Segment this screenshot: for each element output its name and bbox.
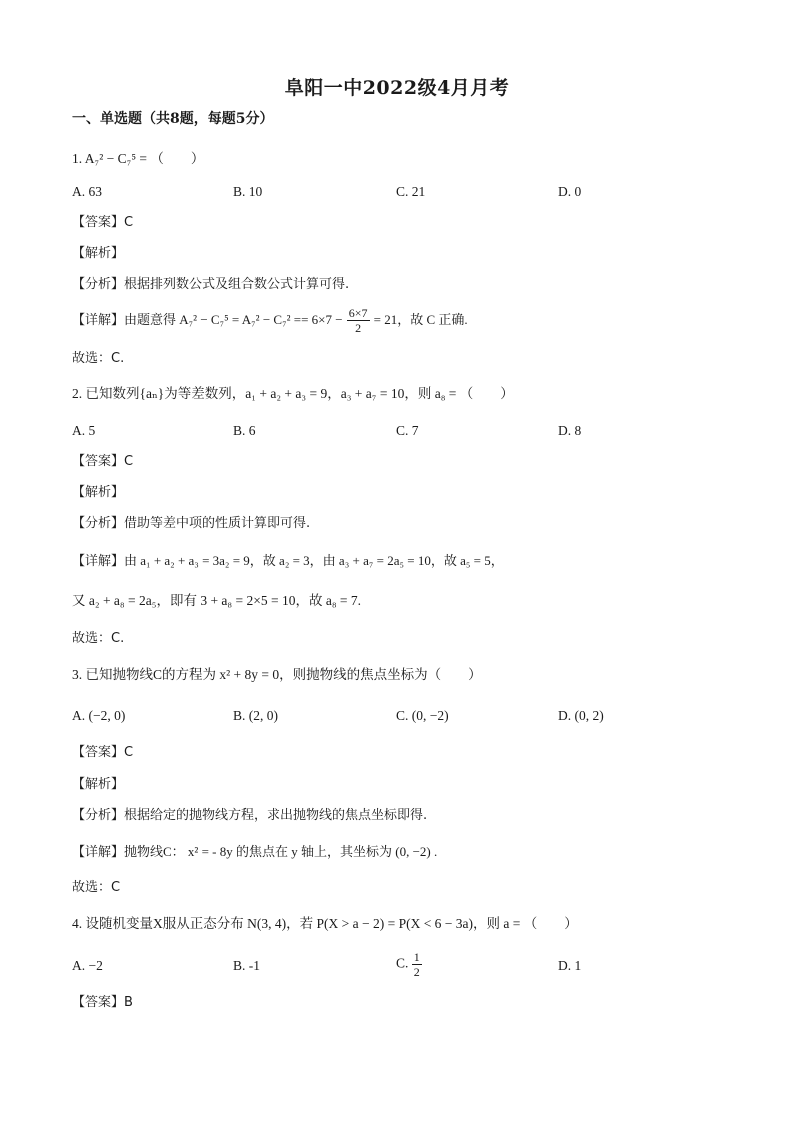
q1-option-c: C. 21 [396,184,426,199]
fraction-denominator: 2 [355,321,362,335]
q3-stem: 3. 已知抛物线C的方程为 x² + 8y = 0，则抛物线的焦点坐标为（ ） [72,667,482,682]
answer-label: 【答案】 [72,745,125,760]
q3-answer [72,744,133,762]
xiangjie-label: 【详解】 [72,313,125,328]
q1-answer-value: C [124,215,134,230]
q4-answer [72,994,133,1012]
q1-analysis-label: 【解析】 [72,246,125,261]
fenxi-label: 【分析】 [72,808,125,823]
q2-fenxi-text: 借助等差中项的性质计算即可得. [124,516,311,531]
q1-detail [72,306,468,335]
q2-analysis-label: 【解析】 [72,485,125,500]
q4-stem: 4. 设随机变量X服从正态分布 N(3, 4)，若 P(X > a − 2) = P(X < 6 − 3a)，则 a = （ ） [72,916,578,931]
q1-option-a: A. 63 [72,184,102,199]
q1-choose: 故选：C. [72,351,125,366]
fenxi-label: 【分析】 [72,516,125,531]
answer-label: 【答案】 [72,454,125,469]
q1-option-d: D. 0 [558,184,582,199]
q2-option-a: A. 5 [72,423,96,438]
fraction-denominator: 2 [413,965,420,979]
q1-fenxi [72,276,349,294]
q3-answer-value: C [124,745,134,760]
q1-detail-fraction [347,306,370,335]
q1-option-b: B. 10 [233,184,263,199]
q4-option-d: D. 1 [558,958,582,973]
xiangjie-label: 【详解】 [72,554,125,569]
answer-label: 【答案】 [72,995,125,1010]
q2-detail-line1 [72,552,504,571]
q2-choose: 故选：C. [72,631,125,646]
q2-detail-line2: 又 a₂ + a₈ = 2a₅，即有 3 + a₈ = 2×5 = 10，故 a₈ = 7. [72,593,362,608]
q2-option-d: D. 8 [558,423,582,438]
q4-option-b: B. -1 [233,958,260,973]
section-heading: 一、单选题（共8题，每题5分） [72,111,274,127]
fenxi-label: 【分析】 [72,277,125,292]
q2-fenxi [72,515,310,533]
q3-choose: 故选：C [72,880,121,895]
q3-fenxi [72,807,427,825]
q3-detail [72,843,437,862]
q3-option-a: A. (−2, 0) [72,708,126,723]
q3-detail-text: 抛物线C： x² = - 8y 的焦点在 y 轴上，其坐标为 (0, −2) . [124,844,438,859]
q2-option-b: B. 6 [233,423,256,438]
q3-fenxi-text: 根据给定的抛物线方程，求出抛物线的焦点坐标即得. [124,808,428,823]
answer-label: 【答案】 [72,215,125,230]
q1-answer [72,214,133,232]
q3-option-d: D. (0, 2) [558,708,604,723]
xiangjie-label: 【详解】 [72,845,125,860]
q3-analysis-label: 【解析】 [72,777,125,792]
q2-answer [72,453,133,471]
q2-stem: 2. 已知数列{aₙ}为等差数列，a₁ + a₂ + a₃ = 9，a₃ + a₇ = 10，则 a₈ = （ ） [72,386,514,401]
q1-stem: 1. A₇² − C₇⁵ = （ ） [72,151,205,166]
q1-detail-post: = 21，故 C 正确. [373,312,468,327]
q4-option-c-fraction [412,950,422,979]
q1-fenxi-text: 根据排列数公式及组合数公式计算可得. [124,277,350,292]
q4-answer-value: B [124,995,133,1010]
q4-option-c [396,950,422,979]
fraction-numerator: 1 [413,950,420,964]
q2-answer-value: C [124,454,134,469]
q2-detail1-text: 由 a₁ + a₂ + a₃ = 3a₂ = 9，故 a₂ = 3，由 a₃ + a₇ = 2a₅ = 10，故 a₅ = 5， [124,553,504,568]
q4-option-c-letter: C. [396,955,409,971]
page-title: 阜阳一中2022级4月月考 [284,77,510,99]
q3-option-b: B. (2, 0) [233,708,278,723]
q3-option-c: C. (0, −2) [396,708,449,723]
q4-option-a: A. −2 [72,958,103,973]
q2-option-c: C. 7 [396,423,419,438]
fraction-numerator: 6×7 [348,306,368,320]
q1-detail-pre: 由题意得 A₇² − C₇⁵ = A₇² − C₇² == 6×7 − [124,312,343,327]
